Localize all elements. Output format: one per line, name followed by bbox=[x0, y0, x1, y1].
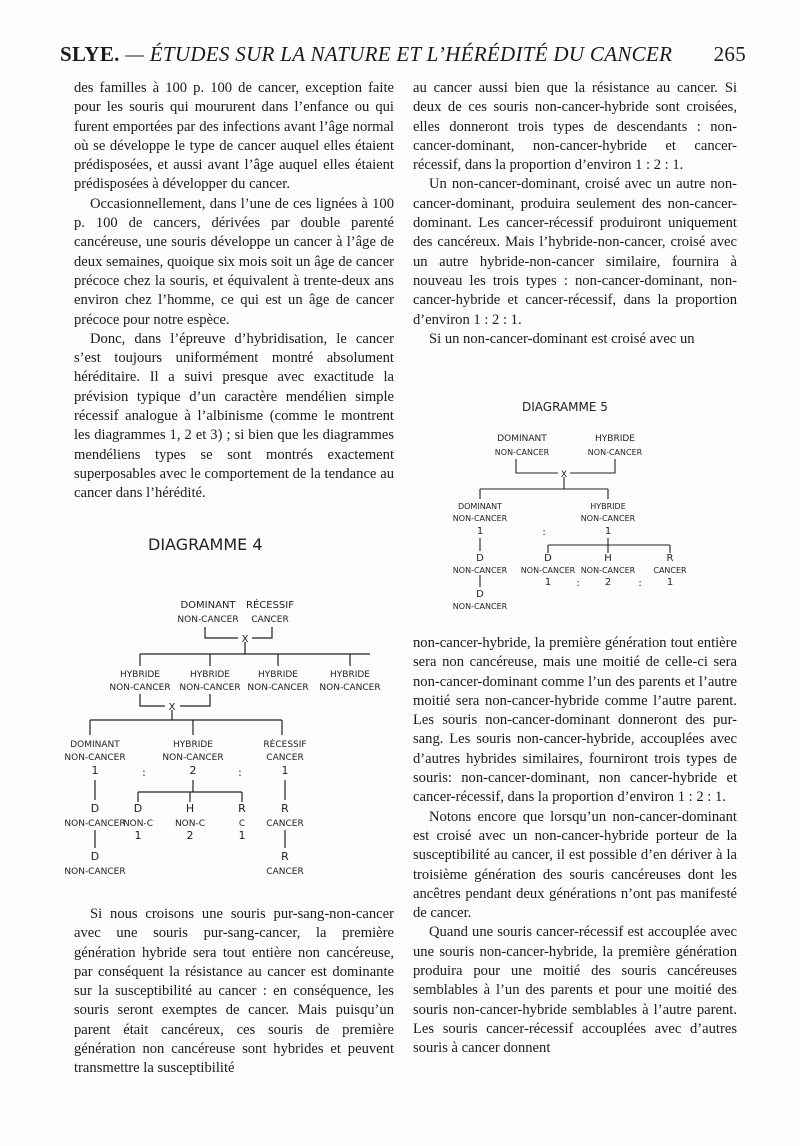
f1-dominant-sub: NON-CANCER bbox=[452, 514, 508, 523]
f3-r-symbol: R bbox=[281, 802, 289, 815]
ratio-value: 1 bbox=[604, 526, 612, 537]
paragraph: Si un non-cancer-dominant est croisé avec un bbox=[429, 330, 695, 347]
f2-d-symbol: D bbox=[476, 553, 484, 564]
f1-dominant-label: DOMINANT bbox=[457, 502, 503, 511]
ratio-value: 1 bbox=[666, 577, 674, 588]
paragraph: non-cancer-hybride, la première génération tout entière sera non cancéreuse, mais une moitié de celle-ci sera non-cancer-dominant comme l’un des parents et l’autre moitié sera non-cancer-hybride comme l’autre parent. Les souris non-cancer-dominant donneront des pur-sang. Les souris non-cancer-hybride, accouplées avec d’autres hybrides similaires, fourniront trois types de souris: non-cancer-dominant, non cancer-hybride et cancer-récessif, dans la proportion d’environ 1 : 2 : 1. bbox=[413, 635, 737, 806]
f3-d-symbol: D bbox=[133, 802, 143, 815]
parent-dominant-sub: NON-CANCER bbox=[177, 615, 239, 625]
f3-d-symbol: D bbox=[476, 589, 484, 600]
page-number: 265 bbox=[713, 42, 746, 66]
ratio-value: 2 bbox=[189, 764, 197, 777]
f3-d-label: NON-CANCER bbox=[452, 602, 508, 611]
f4-d-label: NON-CANCER bbox=[64, 867, 126, 877]
ratio-separator: : bbox=[542, 527, 546, 538]
f3-d-label: NON-C bbox=[122, 819, 154, 829]
f2-r-symbol: R bbox=[666, 553, 674, 564]
f2-hybrid-sub: NON-CANCER bbox=[162, 753, 224, 763]
left-column-bottom bbox=[74, 905, 394, 1079]
paragraph: Occasionnellement, dans l’une de ces lignées à 100 p. 100 de cancers, dérivées par double parenté cancéreuse, une souris développe un cancer à l’âge de deux semaines, quoique six mois soit un âge de cancer précoce chez la souris, et équivalent à trente-deux ans environ chez l’homme, ce qui est un âge de cancer précoce pour notre espèce. bbox=[74, 195, 394, 328]
diagram-5 bbox=[440, 395, 730, 620]
left-column-top bbox=[74, 79, 394, 504]
f3-r-label: CANCER bbox=[266, 819, 304, 829]
header-title bbox=[60, 42, 672, 67]
ratio-separator: : bbox=[576, 578, 580, 589]
ratio-separator: : bbox=[142, 766, 146, 779]
parent-hybrid-label: HYBRIDE bbox=[595, 434, 635, 444]
running-header bbox=[44, 40, 744, 70]
f2-hybrid-label: HYBRIDE bbox=[173, 740, 213, 750]
parent-cross-lines bbox=[480, 459, 615, 499]
f2-h-symbol: H bbox=[604, 553, 612, 564]
parent-dominant-label: DOMINANT bbox=[180, 600, 236, 611]
f1-hybrid-label: HYBRIDE bbox=[330, 670, 370, 680]
f3-r-symbol: R bbox=[238, 802, 246, 815]
ratio-value: 1 bbox=[91, 764, 99, 777]
f1-cross-lines bbox=[90, 694, 282, 735]
cross-symbol: X bbox=[168, 702, 176, 713]
f2-h-label: NON-CANCER bbox=[580, 566, 636, 575]
f3-h-symbol: H bbox=[185, 802, 195, 815]
f3-h-label: NON-C bbox=[174, 819, 206, 829]
paragraph: Un non-cancer-dominant, croisé avec un autre non-cancer-dominant, produira seulement des non-cancer-dominant. Les cancer-récessif produiront uniquement des cancéreux. Mais l’hybride-non-cancer, croisé avec un autre hybride-non-cancer similaire, fournira à nouveau les trois types : non-cancer-dominant, non-cancer-hybride et cancer-récessif, dans la proportion d’environ 1 : 2 : 1. bbox=[413, 176, 737, 328]
diagram-title: DIAGRAMME 5 bbox=[522, 400, 608, 414]
f4-r-symbol: R bbox=[281, 850, 289, 863]
ratio-value: 1 bbox=[544, 577, 552, 588]
header-article-title: — ÉTUDES SUR LA NATURE ET L’HÉRÉDITÉ DU CANCER bbox=[119, 42, 673, 66]
paragraph: Quand une souris cancer-récessif est accouplée avec une souris non-cancer-hybride, la première génération produira pour une moitié des souris cancéreuses semblables à l’un des parents et pour une moitié des souris non-cancer-hybride semblables à l’autre parent. Les souris cancer-récessif accouplées avec d’autres souris à cancer donnent bbox=[413, 924, 737, 1057]
f1-hybrid-label: HYBRIDE bbox=[120, 670, 160, 680]
f2-dominant-label: DOMINANT bbox=[70, 740, 120, 750]
ratio-value: 1 bbox=[134, 829, 142, 842]
f1-hybrid-sub: NON-CANCER bbox=[109, 683, 171, 693]
parent-hybrid-sub: NON-CANCER bbox=[587, 448, 643, 457]
paragraph: Donc, dans l’épreuve d’hybridisation, le cancer s’est toujours uniformément montré absolument héréditaire. Il a suivi presque avec exactitude la prévision typique d’un caractère mendélien simple récessif analogue à l’albinisme (comme le montrent les diagrammes 1, 2 et 3) ; si bien que les diagrammes mendéliens types se sont montrés exactement superposables avec le comportement de la tendance au cancer dans l’hérédité. bbox=[74, 330, 394, 502]
paragraph: des familles à 100 p. 100 de cancer, exception faite pour les souris qui moururent dans l’enfance ou qui furent emportées par des infections avant l’âge normal où se développe le type de cancer auquel elles étaient prédisposées, et aussi avant l’âge auquel elles étaient prédisposées à développer du cancer. bbox=[74, 80, 394, 193]
f2-d-symbol: D bbox=[544, 553, 552, 564]
parent-recessive-sub: CANCER bbox=[251, 615, 289, 625]
f3-d-label: NON-CANCER bbox=[64, 819, 126, 829]
right-column-bottom bbox=[413, 634, 737, 1059]
f2-d-label: NON-CANCER bbox=[452, 566, 508, 575]
diagram-5-svg bbox=[440, 395, 730, 620]
ratio-separator: : bbox=[638, 578, 642, 589]
f4-d-symbol: D bbox=[90, 850, 100, 863]
ratio-value: 2 bbox=[604, 577, 612, 588]
f1-hybrid-sub: NON-CANCER bbox=[580, 514, 636, 523]
parent-dominant-sub: NON-CANCER bbox=[494, 448, 550, 457]
parent-dominant-label: DOMINANT bbox=[497, 434, 547, 444]
diagram-4 bbox=[60, 530, 400, 885]
f2-r-label: CANCER bbox=[653, 566, 687, 575]
ratio-value: 1 bbox=[281, 764, 289, 777]
header-author: SLYE. bbox=[60, 42, 120, 66]
f1-hybrid-sub: NON-CANCER bbox=[319, 683, 381, 693]
f4-r-label: CANCER bbox=[266, 867, 304, 877]
diagram-4-svg bbox=[60, 530, 400, 885]
f1-hybrid-sub: NON-CANCER bbox=[247, 683, 309, 693]
ratio-value: 1 bbox=[476, 526, 484, 537]
cross-symbol: X bbox=[560, 470, 568, 480]
paragraph: Notons encore que lorsqu’un non-cancer-dominant est croisé avec un non-cancer-hybride porteur de la susceptibilité au cancer, il est possible d’en dériver à la troisième génération des souris cancéreuses dont les ancêtres pendant deux générations n’ont pas manifesté de cancer. bbox=[413, 808, 737, 922]
f2-recessive-sub: CANCER bbox=[266, 753, 304, 763]
paragraph: au cancer aussi bien que la résistance au cancer. Si deux de ces souris non-cancer-hybride sont croisées, elles donneront trois types de descendants : non-cancer-dominant, non-cancer-hybride et cancer-récessif, dans la proportion d’environ 1 : 2 : 1. bbox=[413, 80, 737, 174]
f2-recessive-label: RÉCESSIF bbox=[263, 740, 307, 750]
ratio-value: 2 bbox=[186, 829, 194, 842]
f3-c-symbol: C bbox=[238, 819, 246, 829]
f2-d-label: NON-CANCER bbox=[520, 566, 576, 575]
cross-symbol: X bbox=[241, 634, 249, 645]
f1-hybrid-label: HYBRIDE bbox=[258, 670, 298, 680]
f1-hybrid-label: HYBRIDE bbox=[190, 670, 230, 680]
f1-hybrid-sub: NON-CANCER bbox=[179, 683, 241, 693]
right-column-top bbox=[413, 79, 737, 349]
ratio-separator: : bbox=[238, 766, 242, 779]
paragraph: Si nous croisons une souris pur-sang-non-cancer avec une souris pur-sang-cancer, la première génération hybride sera tout entière non cancéreuse, par conséquent la résistance au cancer est dominante sur la susceptibilité au cancer : en conséquence, les souris seront exemptes de cancer. Mais puisqu’un parent était cancéreux, ces souris de première génération non cancéreuse sont hybrides et peuvent transmettre la susceptibilité bbox=[74, 906, 394, 1077]
parent-cross-lines bbox=[140, 627, 370, 666]
parent-recessive-label: RÉCESSIF bbox=[246, 600, 294, 611]
ratio-value: 1 bbox=[238, 829, 246, 842]
diagram-title: DIAGRAMME 4 bbox=[148, 535, 263, 554]
f1-hybrid-label: HYBRIDE bbox=[590, 502, 626, 511]
f3-d-symbol: D bbox=[90, 802, 100, 815]
f2-dominant-sub: NON-CANCER bbox=[64, 753, 126, 763]
